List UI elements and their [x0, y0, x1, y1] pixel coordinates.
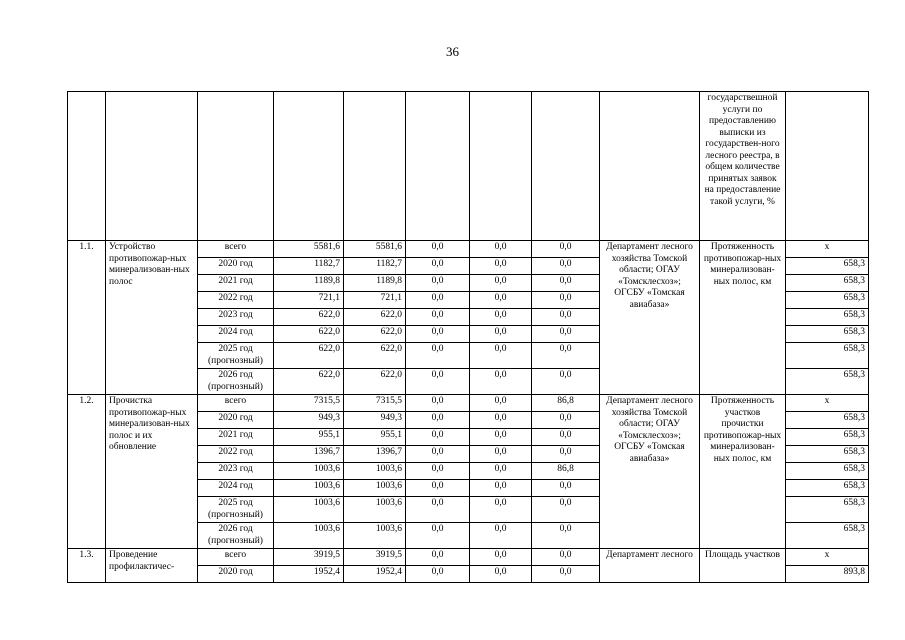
local-cell: 0,0 — [470, 343, 532, 369]
period-cell: 2021 год — [198, 429, 274, 446]
budget-cell: 949,3 — [344, 412, 406, 429]
total-cell: 7315,5 — [274, 395, 344, 412]
budget-cell: 7315,5 — [344, 395, 406, 412]
indicator-value-cell: 658,3 — [786, 343, 869, 369]
other-cell: 0,0 — [532, 369, 600, 395]
table-row — [68, 241, 869, 258]
local-cell: 0,0 — [470, 523, 532, 549]
federal-cell: 0,0 — [406, 463, 470, 480]
period-cell: всего — [198, 549, 274, 566]
budget-cell: 1396,7 — [344, 446, 406, 463]
budget-cell: 955,1 — [344, 429, 406, 446]
indicator-value-cell: x — [786, 549, 869, 566]
budget-cell: 622,0 — [344, 343, 406, 369]
other-cell: 0,0 — [532, 275, 600, 292]
federal-cell: 0,0 — [406, 292, 470, 309]
period-cell: 2021 год — [198, 275, 274, 292]
total-cell: 1182,7 — [274, 258, 344, 275]
total-cell: 622,0 — [274, 343, 344, 369]
period-cell: 2026 год (прогнозный) — [198, 523, 274, 549]
other-cell: 0,0 — [532, 343, 600, 369]
other-cell: 0,0 — [532, 241, 600, 258]
executor-cell: Департамент лесного хозяйства Томской области; ОГАУ «Томсклесхоз»; ОГСБУ «Томская авиабаза» — [600, 241, 700, 395]
period-cell: 2024 год — [198, 326, 274, 343]
federal-cell: 0,0 — [406, 326, 470, 343]
other-cell: 0,0 — [532, 480, 600, 497]
other-cell: 86,8 — [532, 395, 600, 412]
other-cell: 0,0 — [532, 566, 600, 583]
budget-cell: 622,0 — [344, 326, 406, 343]
indicator-value-cell: 658,3 — [786, 480, 869, 497]
local-cell: 0,0 — [470, 395, 532, 412]
total-cell: 3919,5 — [274, 549, 344, 566]
local-cell: 0,0 — [470, 369, 532, 395]
total-cell: 721,1 — [274, 292, 344, 309]
total-cell: 1003,6 — [274, 480, 344, 497]
period-cell: 2020 год — [198, 566, 274, 583]
federal-cell: 0,0 — [406, 566, 470, 583]
other-cell: 0,0 — [532, 523, 600, 549]
other-cell: 0,0 — [532, 549, 600, 566]
indicator-value-cell: 893,8 — [786, 566, 869, 583]
table-row — [68, 549, 869, 566]
local-cell: 0,0 — [470, 241, 532, 258]
section-name: Устройство противопожар-ных минерализован-ных полос — [106, 241, 198, 395]
total-cell: 949,3 — [274, 412, 344, 429]
period-cell: 2023 год — [198, 309, 274, 326]
other-cell: 0,0 — [532, 446, 600, 463]
total-cell: 955,1 — [274, 429, 344, 446]
indicator-value-cell: x — [786, 395, 869, 412]
indicator-value-cell: 658,3 — [786, 523, 869, 549]
local-cell: 0,0 — [470, 566, 532, 583]
budget-cell: 1003,6 — [344, 523, 406, 549]
total-cell: 622,0 — [274, 326, 344, 343]
other-cell: 0,0 — [532, 497, 600, 523]
total-cell: 1003,6 — [274, 463, 344, 480]
federal-cell: 0,0 — [406, 369, 470, 395]
section-number: 1.1. — [68, 241, 106, 395]
section-number: 1.3. — [68, 549, 106, 583]
local-cell: 0,0 — [470, 463, 532, 480]
table-row — [68, 395, 869, 412]
federal-cell: 0,0 — [406, 523, 470, 549]
budget-cell: 622,0 — [344, 309, 406, 326]
federal-cell: 0,0 — [406, 395, 470, 412]
local-cell: 0,0 — [470, 309, 532, 326]
total-cell: 622,0 — [274, 309, 344, 326]
section-name: Прочистка противопожар-ных минерализован-ных полос и их обновление — [106, 395, 198, 549]
period-cell: 2020 год — [198, 412, 274, 429]
budget-cell: 622,0 — [344, 369, 406, 395]
total-cell: 1189,8 — [274, 275, 344, 292]
indicator-value-cell: 658,3 — [786, 369, 869, 395]
page-number: 36 — [446, 44, 459, 59]
budget-cell: 1189,8 — [344, 275, 406, 292]
federal-cell: 0,0 — [406, 309, 470, 326]
indicator-value-cell: 658,3 — [786, 497, 869, 523]
budget-cell: 3919,5 — [344, 549, 406, 566]
section-name: Проведение профилактичес- — [106, 549, 198, 583]
executor-cell: Департамент лесного хозяйства Томской области; ОГАУ «Томсклесхоз»; ОГСБУ «Томская авиабаза» — [600, 395, 700, 549]
period-cell: всего — [198, 395, 274, 412]
period-cell: 2025 год (прогнозный) — [198, 497, 274, 523]
total-cell: 5581,6 — [274, 241, 344, 258]
local-cell: 0,0 — [470, 549, 532, 566]
local-cell: 0,0 — [470, 258, 532, 275]
indicator-cell: Протяженность участков прочистки противопожар-ных минерализован-ных полос, км — [700, 395, 786, 549]
budget-cell: 1003,6 — [344, 480, 406, 497]
budget-cell: 1003,6 — [344, 497, 406, 523]
continued-header-row — [68, 92, 869, 241]
federal-cell: 0,0 — [406, 412, 470, 429]
executor-cell: Департамент лесного — [600, 549, 700, 583]
indicator-cell: государствешной услуги по предоставлению выписки из государствен-ного лесного реестра, в общем количестве принятых заявок на предоставление такой услуги, % — [700, 92, 786, 241]
period-cell: 2022 год — [198, 292, 274, 309]
local-cell: 0,0 — [470, 446, 532, 463]
indicator-value-cell: 658,3 — [786, 326, 869, 343]
budget-cell: 1003,6 — [344, 463, 406, 480]
budget-cell: 721,1 — [344, 292, 406, 309]
federal-cell: 0,0 — [406, 275, 470, 292]
period-cell: 2022 год — [198, 446, 274, 463]
section-number: 1.2. — [68, 395, 106, 549]
program-table — [67, 91, 869, 583]
total-cell: 622,0 — [274, 369, 344, 395]
federal-cell: 0,0 — [406, 446, 470, 463]
other-cell: 0,0 — [532, 326, 600, 343]
indicator-cell: Площадь участков — [700, 549, 786, 583]
period-cell: 2020 год — [198, 258, 274, 275]
period-cell: всего — [198, 241, 274, 258]
local-cell: 0,0 — [470, 429, 532, 446]
federal-cell: 0,0 — [406, 549, 470, 566]
total-cell: 1003,6 — [274, 497, 344, 523]
local-cell: 0,0 — [470, 497, 532, 523]
indicator-value-cell: 658,3 — [786, 258, 869, 275]
federal-cell: 0,0 — [406, 480, 470, 497]
other-cell: 0,0 — [532, 309, 600, 326]
total-cell: 1003,6 — [274, 523, 344, 549]
local-cell: 0,0 — [470, 275, 532, 292]
other-cell: 0,0 — [532, 292, 600, 309]
total-cell: 1396,7 — [274, 446, 344, 463]
federal-cell: 0,0 — [406, 429, 470, 446]
federal-cell: 0,0 — [406, 258, 470, 275]
period-cell: 2023 год — [198, 463, 274, 480]
indicator-value-cell: 658,3 — [786, 429, 869, 446]
other-cell: 0,0 — [532, 429, 600, 446]
indicator-value-cell: 658,3 — [786, 412, 869, 429]
indicator-cell: Протяженность противопожар-ных минерализован-ных полос, км — [700, 241, 786, 395]
other-cell: 0,0 — [532, 258, 600, 275]
local-cell: 0,0 — [470, 326, 532, 343]
indicator-value-cell: x — [786, 241, 869, 258]
budget-cell: 5581,6 — [344, 241, 406, 258]
indicator-value-cell: 658,3 — [786, 292, 869, 309]
federal-cell: 0,0 — [406, 497, 470, 523]
total-cell: 1952,4 — [274, 566, 344, 583]
budget-cell: 1182,7 — [344, 258, 406, 275]
other-cell: 86,8 — [532, 463, 600, 480]
other-cell: 0,0 — [532, 412, 600, 429]
indicator-value-cell: 658,3 — [786, 275, 869, 292]
local-cell: 0,0 — [470, 292, 532, 309]
local-cell: 0,0 — [470, 412, 532, 429]
period-cell: 2025 год (прогнозный) — [198, 343, 274, 369]
federal-cell: 0,0 — [406, 343, 470, 369]
federal-cell: 0,0 — [406, 241, 470, 258]
local-cell: 0,0 — [470, 480, 532, 497]
budget-cell: 1952,4 — [344, 566, 406, 583]
indicator-value-cell: 658,3 — [786, 446, 869, 463]
indicator-value-cell: 658,3 — [786, 309, 869, 326]
period-cell: 2026 год (прогнозный) — [198, 369, 274, 395]
indicator-value-cell: 658,3 — [786, 463, 869, 480]
period-cell: 2024 год — [198, 480, 274, 497]
